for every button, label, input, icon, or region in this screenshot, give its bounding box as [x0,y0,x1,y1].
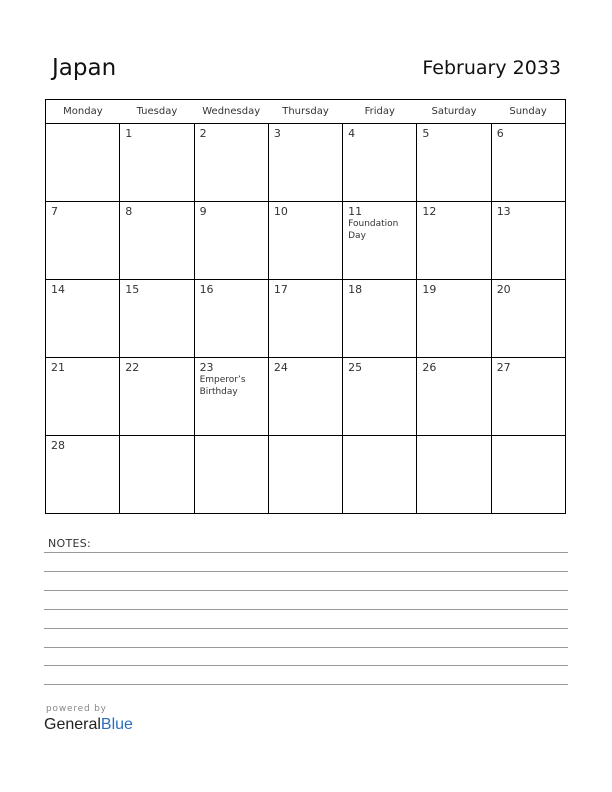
weekday-wednesday: Wednesday [194,100,268,124]
note-line [44,628,568,629]
calendar-week-row [46,358,566,436]
calendar-week-row [46,124,566,202]
calendar-body [46,124,566,514]
calendar-day-cell [491,202,565,280]
weekday-saturday: Saturday [417,100,491,124]
day-number: 25 [348,361,363,374]
calendar-day-cell [343,124,417,202]
day-number: 9 [199,205,207,218]
calendar-day-cell [194,436,268,514]
weekday-friday: Friday [343,100,417,124]
holiday-label: Emperor’s Birthday [199,375,246,397]
calendar-day-cell [417,202,491,280]
calendar-day-cell [194,358,268,436]
calendar-day-cell [417,124,491,202]
holiday-label: Foundation Day [348,219,399,241]
day-number: 16 [199,283,214,296]
note-line [44,684,568,685]
calendar-day-cell [343,436,417,514]
day-number: 24 [273,361,288,374]
weekday-thursday: Thursday [268,100,342,124]
calendar-day-cell [120,436,194,514]
day-number: 20 [496,283,511,296]
day-number: 5 [422,127,430,140]
calendar-day-cell [46,436,120,514]
calendar-day-cell [343,358,417,436]
calendar-day-cell [268,436,342,514]
calendar-day-cell [194,124,268,202]
calendar-day-cell [46,358,120,436]
weekday-tuesday: Tuesday [120,100,194,124]
calendar-day-cell [343,202,417,280]
calendar-day-cell [491,124,565,202]
day-number: 17 [273,283,288,296]
calendar-day-cell [417,280,491,358]
notes-label: NOTES: [48,537,92,550]
day-number: 28 [51,439,65,452]
calendar-day-cell [491,436,565,514]
generalblue-logo[interactable] [44,716,133,734]
calendar-day-cell [268,202,342,280]
month-title: February 2033 [422,57,561,79]
day-number: 10 [273,205,288,218]
calendar-day-cell [491,358,565,436]
day-number: 1 [125,127,133,140]
day-number: 27 [496,361,511,374]
day-number: 8 [125,205,133,218]
day-number: 2 [199,127,207,140]
day-number: 7 [51,205,58,218]
note-line [44,647,568,648]
note-line [44,571,568,572]
note-line [44,590,568,591]
calendar-day-cell [194,202,268,280]
note-line [44,609,568,610]
day-number: 3 [273,127,281,140]
calendar-day-cell [343,280,417,358]
calendar-day-cell [417,358,491,436]
calendar-grid [45,99,566,514]
day-number: 14 [51,283,65,296]
brand-blue: Blue [100,716,133,733]
day-number: 6 [496,127,504,140]
day-number: 12 [422,205,437,218]
calendar-day-cell [194,280,268,358]
calendar-day-cell [120,358,194,436]
weekday-header-row [46,100,566,124]
calendar-day-cell [120,202,194,280]
day-number: 15 [125,283,140,296]
calendar-day-cell [120,280,194,358]
brand-general: General [44,716,101,733]
day-number: 26 [422,361,437,374]
calendar-week-row [46,202,566,280]
country-title: Japan [52,55,117,81]
calendar-week-row [46,280,566,358]
day-number: 13 [496,205,511,218]
note-line [44,552,568,553]
day-number: 4 [348,127,356,140]
weekday-monday: Monday [46,100,120,124]
calendar-day-cell [268,280,342,358]
day-number: 19 [422,283,437,296]
calendar-day-cell [46,124,120,202]
calendar-week-row [46,436,566,514]
calendar-day-cell [491,280,565,358]
day-number: 18 [348,283,363,296]
calendar-day-cell [120,124,194,202]
calendar-day-cell [268,358,342,436]
day-number: 23 [199,361,214,374]
powered-by-text: powered by [46,704,107,714]
day-number: 21 [51,361,65,374]
calendar-day-cell [268,124,342,202]
calendar-day-cell [46,202,120,280]
calendar-day-cell [417,436,491,514]
weekday-sunday: Sunday [491,100,565,124]
note-line [44,665,568,666]
calendar-day-cell [46,280,120,358]
day-number: 11 [348,205,363,218]
day-number: 22 [125,361,140,374]
